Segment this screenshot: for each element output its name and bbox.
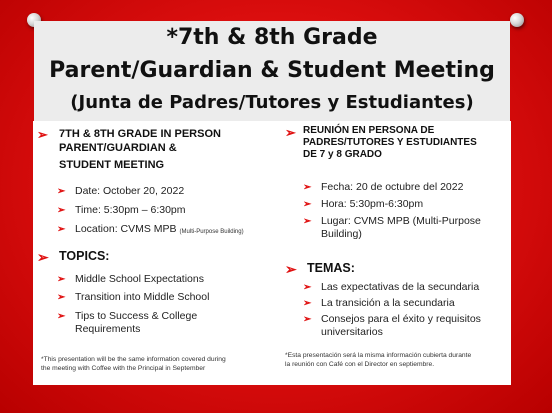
english-topic-3-line-2: Requirements xyxy=(75,323,141,335)
arrow-bullet-icon: ➢ xyxy=(303,199,312,210)
spanish-topics-label xyxy=(285,261,355,278)
spanish-time-text: Hora: 5:30pm-6:30pm xyxy=(321,198,424,210)
english-footnote-line-1: *This presentation will be the same information covered during xyxy=(41,356,226,363)
spanish-date-text: Fecha: 20 de octubre del 2022 xyxy=(321,181,464,193)
spanish-location-line-2: Building) xyxy=(321,228,362,240)
spanish-heading xyxy=(285,125,477,161)
spanish-topic-3 xyxy=(303,313,481,339)
english-location-text: Location: CVMS MPB xyxy=(75,223,177,235)
spanish-topic-2-text: La transición a la secundaria xyxy=(321,297,455,309)
english-column xyxy=(33,121,279,385)
arrow-bullet-icon: ➢ xyxy=(303,314,312,325)
arrow-bullet-icon: ➢ xyxy=(57,292,66,303)
spanish-heading-line-2: PADRES/TUTORES Y ESTUDIANTES xyxy=(303,137,477,148)
arrow-bullet-icon: ➢ xyxy=(303,282,312,293)
arrow-bullet-icon: ➢ xyxy=(285,261,297,277)
pushpin-icon xyxy=(510,13,524,27)
english-topic-1 xyxy=(57,273,204,286)
arrow-bullet-icon: ➢ xyxy=(285,125,296,140)
spanish-footnote-line-1: *Esta presentación será la misma información cubierta durante xyxy=(285,352,472,359)
spanish-footnote-line-2: la reunión con Café con el Director en septiembre. xyxy=(285,361,435,368)
english-date-text: Date: October 20, 2022 xyxy=(75,185,185,197)
english-footnote xyxy=(41,355,226,373)
title-line-1: *7th & 8th Grade xyxy=(166,25,378,50)
english-date xyxy=(57,185,184,198)
english-location xyxy=(57,223,244,239)
arrow-bullet-icon: ➢ xyxy=(57,205,66,216)
spanish-topic-2 xyxy=(303,297,455,310)
arrow-bullet-icon: ➢ xyxy=(57,274,66,285)
spanish-heading-line-1: REUNIÓN EN PERSONA DE xyxy=(303,125,435,136)
english-footnote-line-2: the meeting with Coffee with the Principal in September xyxy=(41,365,206,372)
spanish-topics-text: TEMAS: xyxy=(307,261,355,275)
english-topic-2-text: Transition into Middle School xyxy=(75,291,210,303)
english-topics-text: TOPICS: xyxy=(59,249,110,263)
english-topics-label xyxy=(37,249,109,266)
spanish-column xyxy=(279,121,511,385)
english-heading-line-3: STUDENT MEETING xyxy=(59,159,165,171)
arrow-bullet-icon: ➢ xyxy=(303,298,312,309)
english-time-text: Time: 5:30pm – 6:30pm xyxy=(75,204,186,216)
arrow-bullet-icon: ➢ xyxy=(57,311,66,322)
english-heading-line-1: 7TH & 8TH GRADE IN PERSON xyxy=(59,128,221,140)
arrow-bullet-icon: ➢ xyxy=(303,216,312,227)
spanish-date xyxy=(303,181,463,194)
english-topic-1-text: Middle School Expectations xyxy=(75,273,204,285)
spanish-location-line-1: Lugar: CVMS MPB (Multi-Purpose xyxy=(321,215,481,227)
spanish-topic-3-line-1: Consejos para el éxito y requisitos xyxy=(321,313,481,325)
english-topic-3 xyxy=(57,310,197,336)
arrow-bullet-icon: ➢ xyxy=(37,127,48,142)
title-line-2: Parent/Guardian & Student Meeting xyxy=(49,58,495,83)
english-topic-3-line-1: Tips to Success & College xyxy=(75,310,198,322)
spanish-time xyxy=(303,198,423,211)
arrow-bullet-icon: ➢ xyxy=(303,182,312,193)
english-heading xyxy=(37,127,221,172)
arrow-bullet-icon: ➢ xyxy=(37,249,49,265)
english-topic-2 xyxy=(57,291,209,304)
title-line-3: (Junta de Padres/Tutores y Estudiantes) xyxy=(70,92,474,113)
spanish-heading-line-3: DE 7 y 8 GRADO xyxy=(303,149,382,160)
english-heading-line-2: PARENT/GUARDIAN & xyxy=(59,142,177,154)
spanish-topic-1 xyxy=(303,281,479,294)
spanish-location xyxy=(303,215,481,241)
spanish-footnote xyxy=(285,351,471,369)
spanish-topic-3-line-2: universitarios xyxy=(321,326,383,338)
english-time xyxy=(57,204,186,217)
english-location-note: (Multi-Purpose Building) xyxy=(179,229,244,235)
spanish-topic-1-text: Las expectativas de la secundaria xyxy=(321,281,480,293)
arrow-bullet-icon: ➢ xyxy=(57,186,66,197)
arrow-bullet-icon: ➢ xyxy=(57,224,66,235)
